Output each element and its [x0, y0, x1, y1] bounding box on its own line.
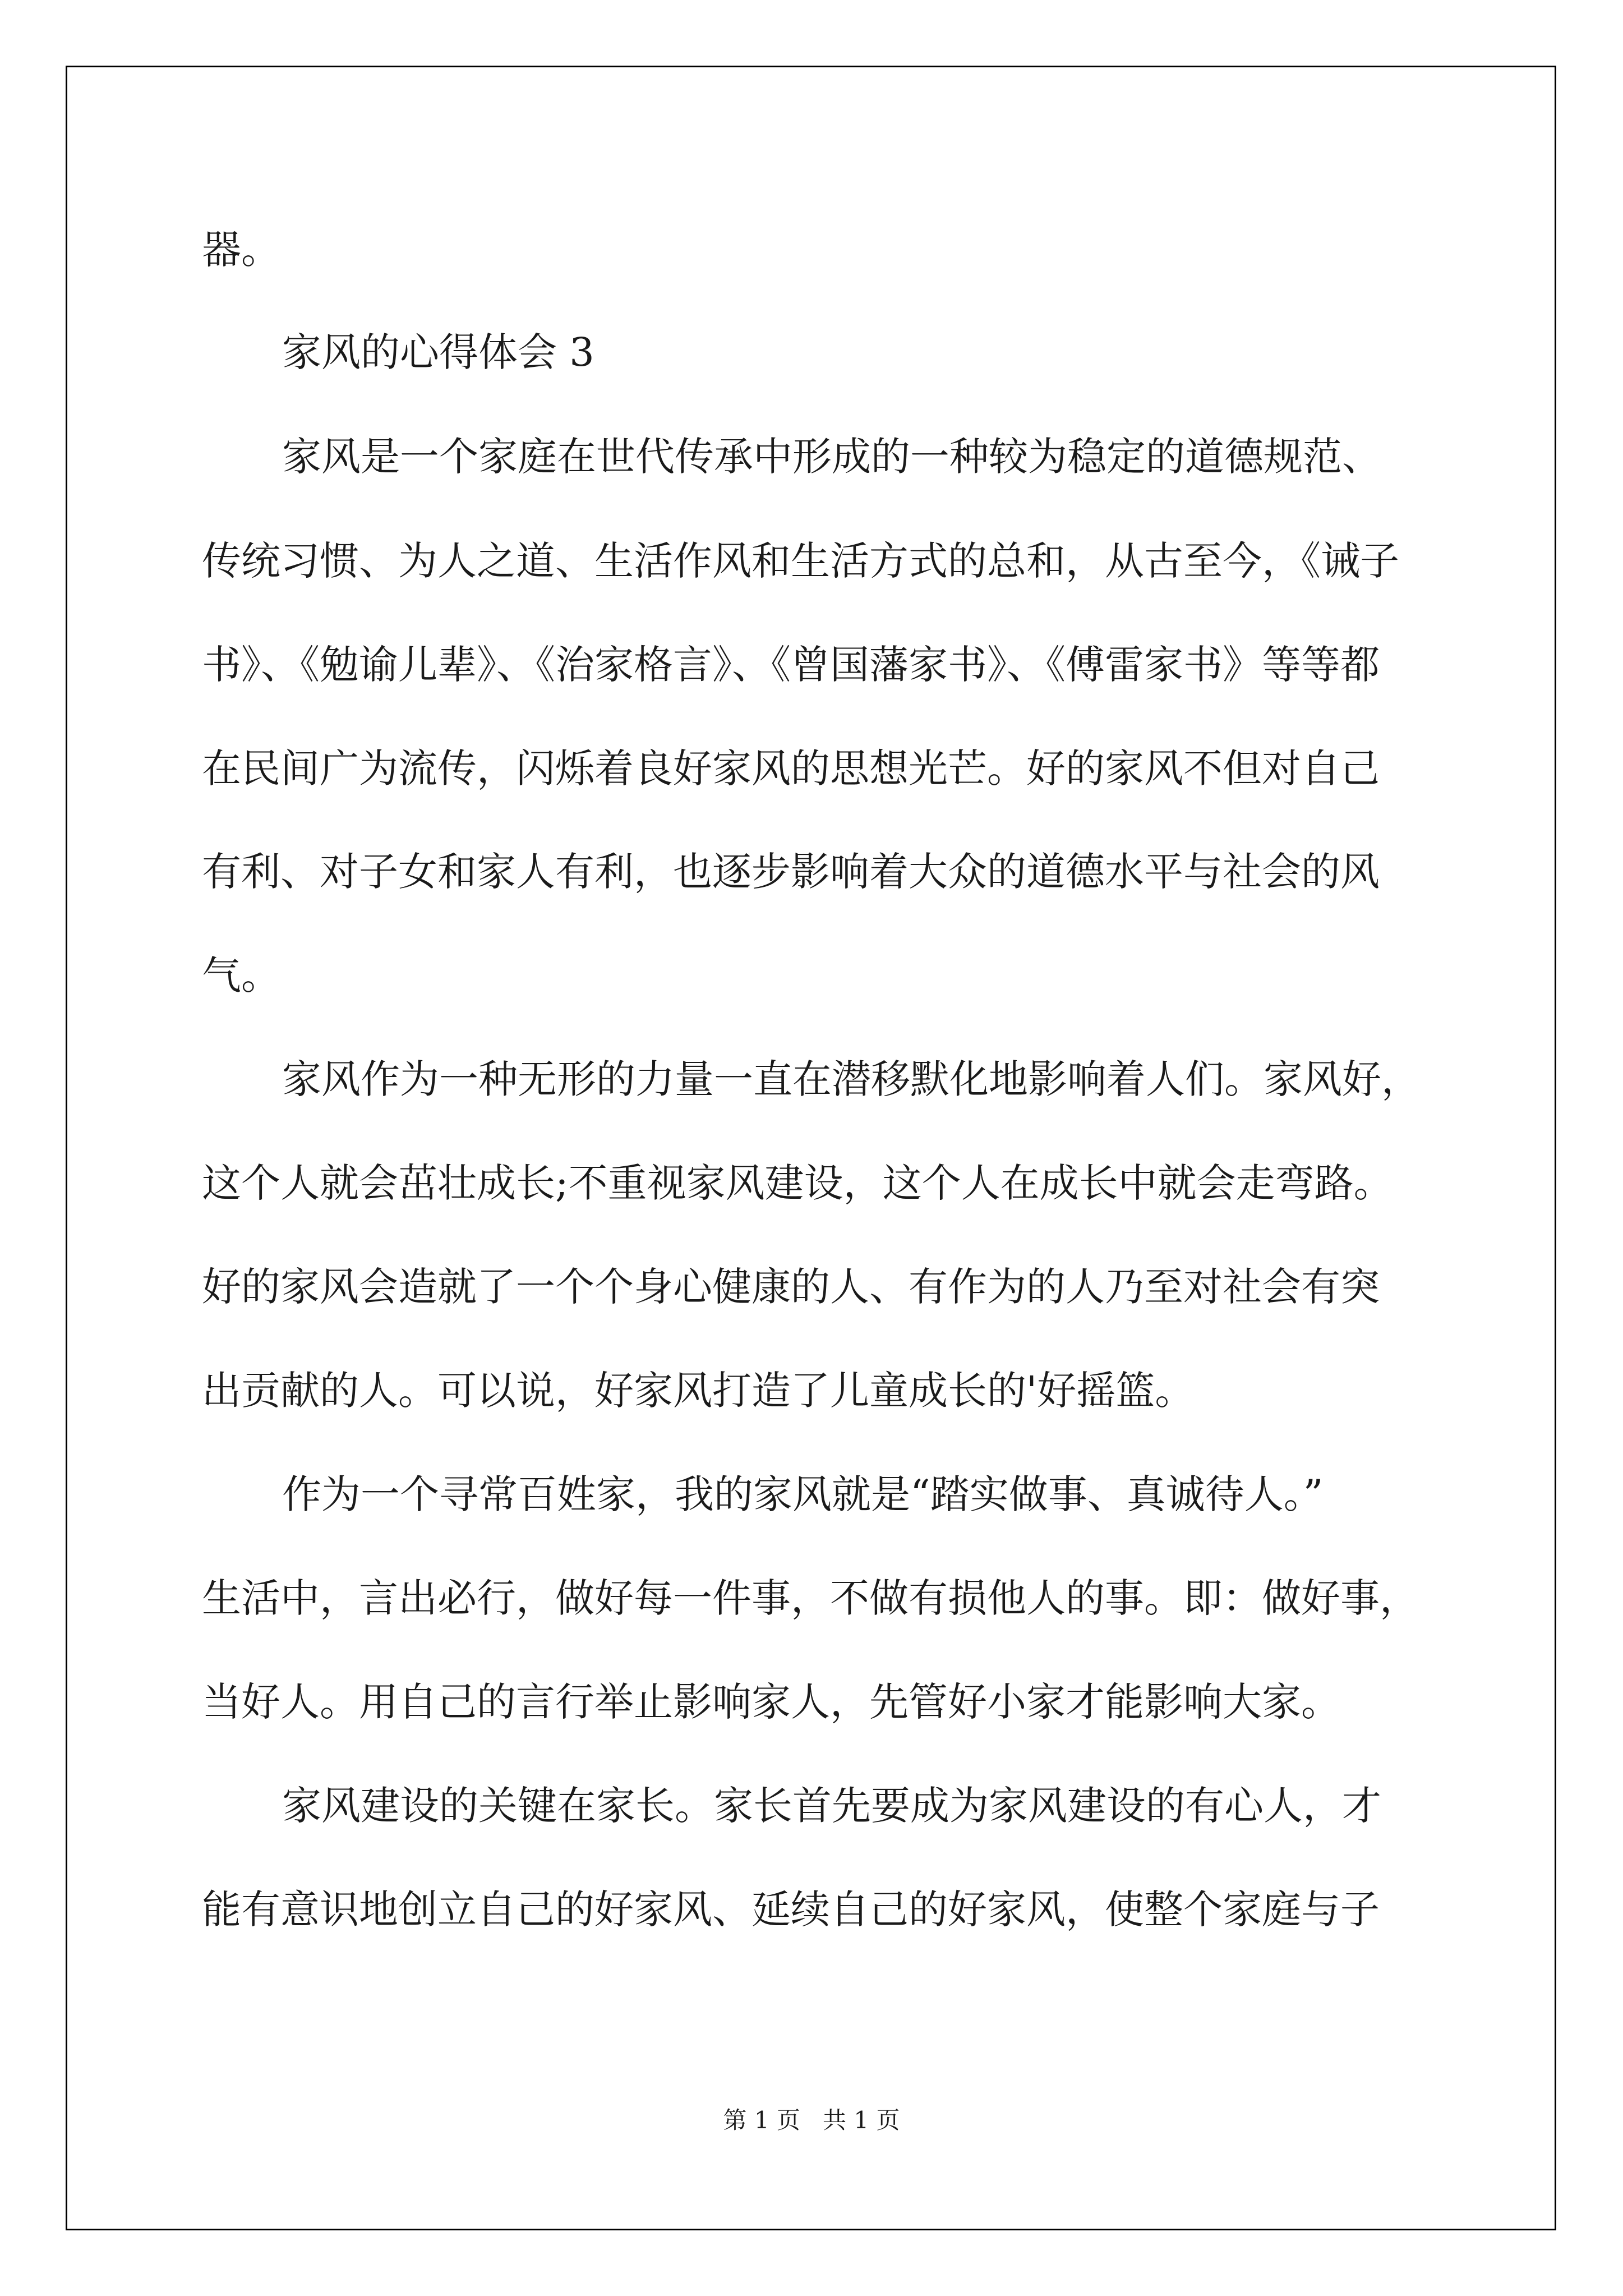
text-line: 有利、对子女和家人有利，也逐步影响着大众的道德水平与社会的风 [202, 849, 1380, 895]
text-line: 作为一个寻常百姓家，我的家风就是“踏实做事、真诚待人。” [282, 1471, 1324, 1517]
text-line: 能有意识地创立自己的好家风、延续自己的好家风，使整个家庭与子 [202, 1887, 1380, 1932]
text-line: 好的家风会造就了一个个身心健康的人、有作为的人乃至对社会有突 [202, 1264, 1380, 1310]
section-heading: 家风的心得体会 3 [282, 329, 594, 375]
text-line: 家风是一个家庭在世代传承中形成的一种较为稳定的道德规范、 [282, 434, 1381, 480]
text-line: 出贡献的人。可以说，好家风打造了儿童成长的'好摇篮。 [202, 1368, 1195, 1414]
text-line: 书》、《勉谕儿辈》、《治家格言》、《曾国藩家书》、《傅雷家书》等等都 [202, 642, 1380, 688]
text-line: 器。 [202, 227, 280, 273]
text-line: 家风建设的关键在家长。家长首先要成为家风建设的有心人，才 [282, 1783, 1381, 1829]
page-number-footer: 第 1 页 共 1 页 [723, 2106, 900, 2134]
text-line: 传统习惯、为人之道、生活作风和生活方式的总和，从古至今，《诫子 [202, 538, 1399, 584]
text-line: 当好人。用自己的言行举止影响家人，先管好小家才能影响大家。 [202, 1679, 1340, 1725]
text-line: 气。 [202, 953, 280, 999]
text-line: 在民间广为流传，闪烁着良好家风的思想光芒。好的家风不但对自己 [202, 746, 1380, 792]
text-line: 生活中，言出必行，做好每一件事，不做有损他人的事。即：做好事， [202, 1575, 1419, 1621]
text-line: 家风作为一种无形的力量一直在潜移默化地影响着人们。家风好， [282, 1056, 1421, 1102]
text-line: 这个人就会茁壮成长;不重视家风建设，这个人在成长中就会走弯路。 [202, 1160, 1393, 1206]
